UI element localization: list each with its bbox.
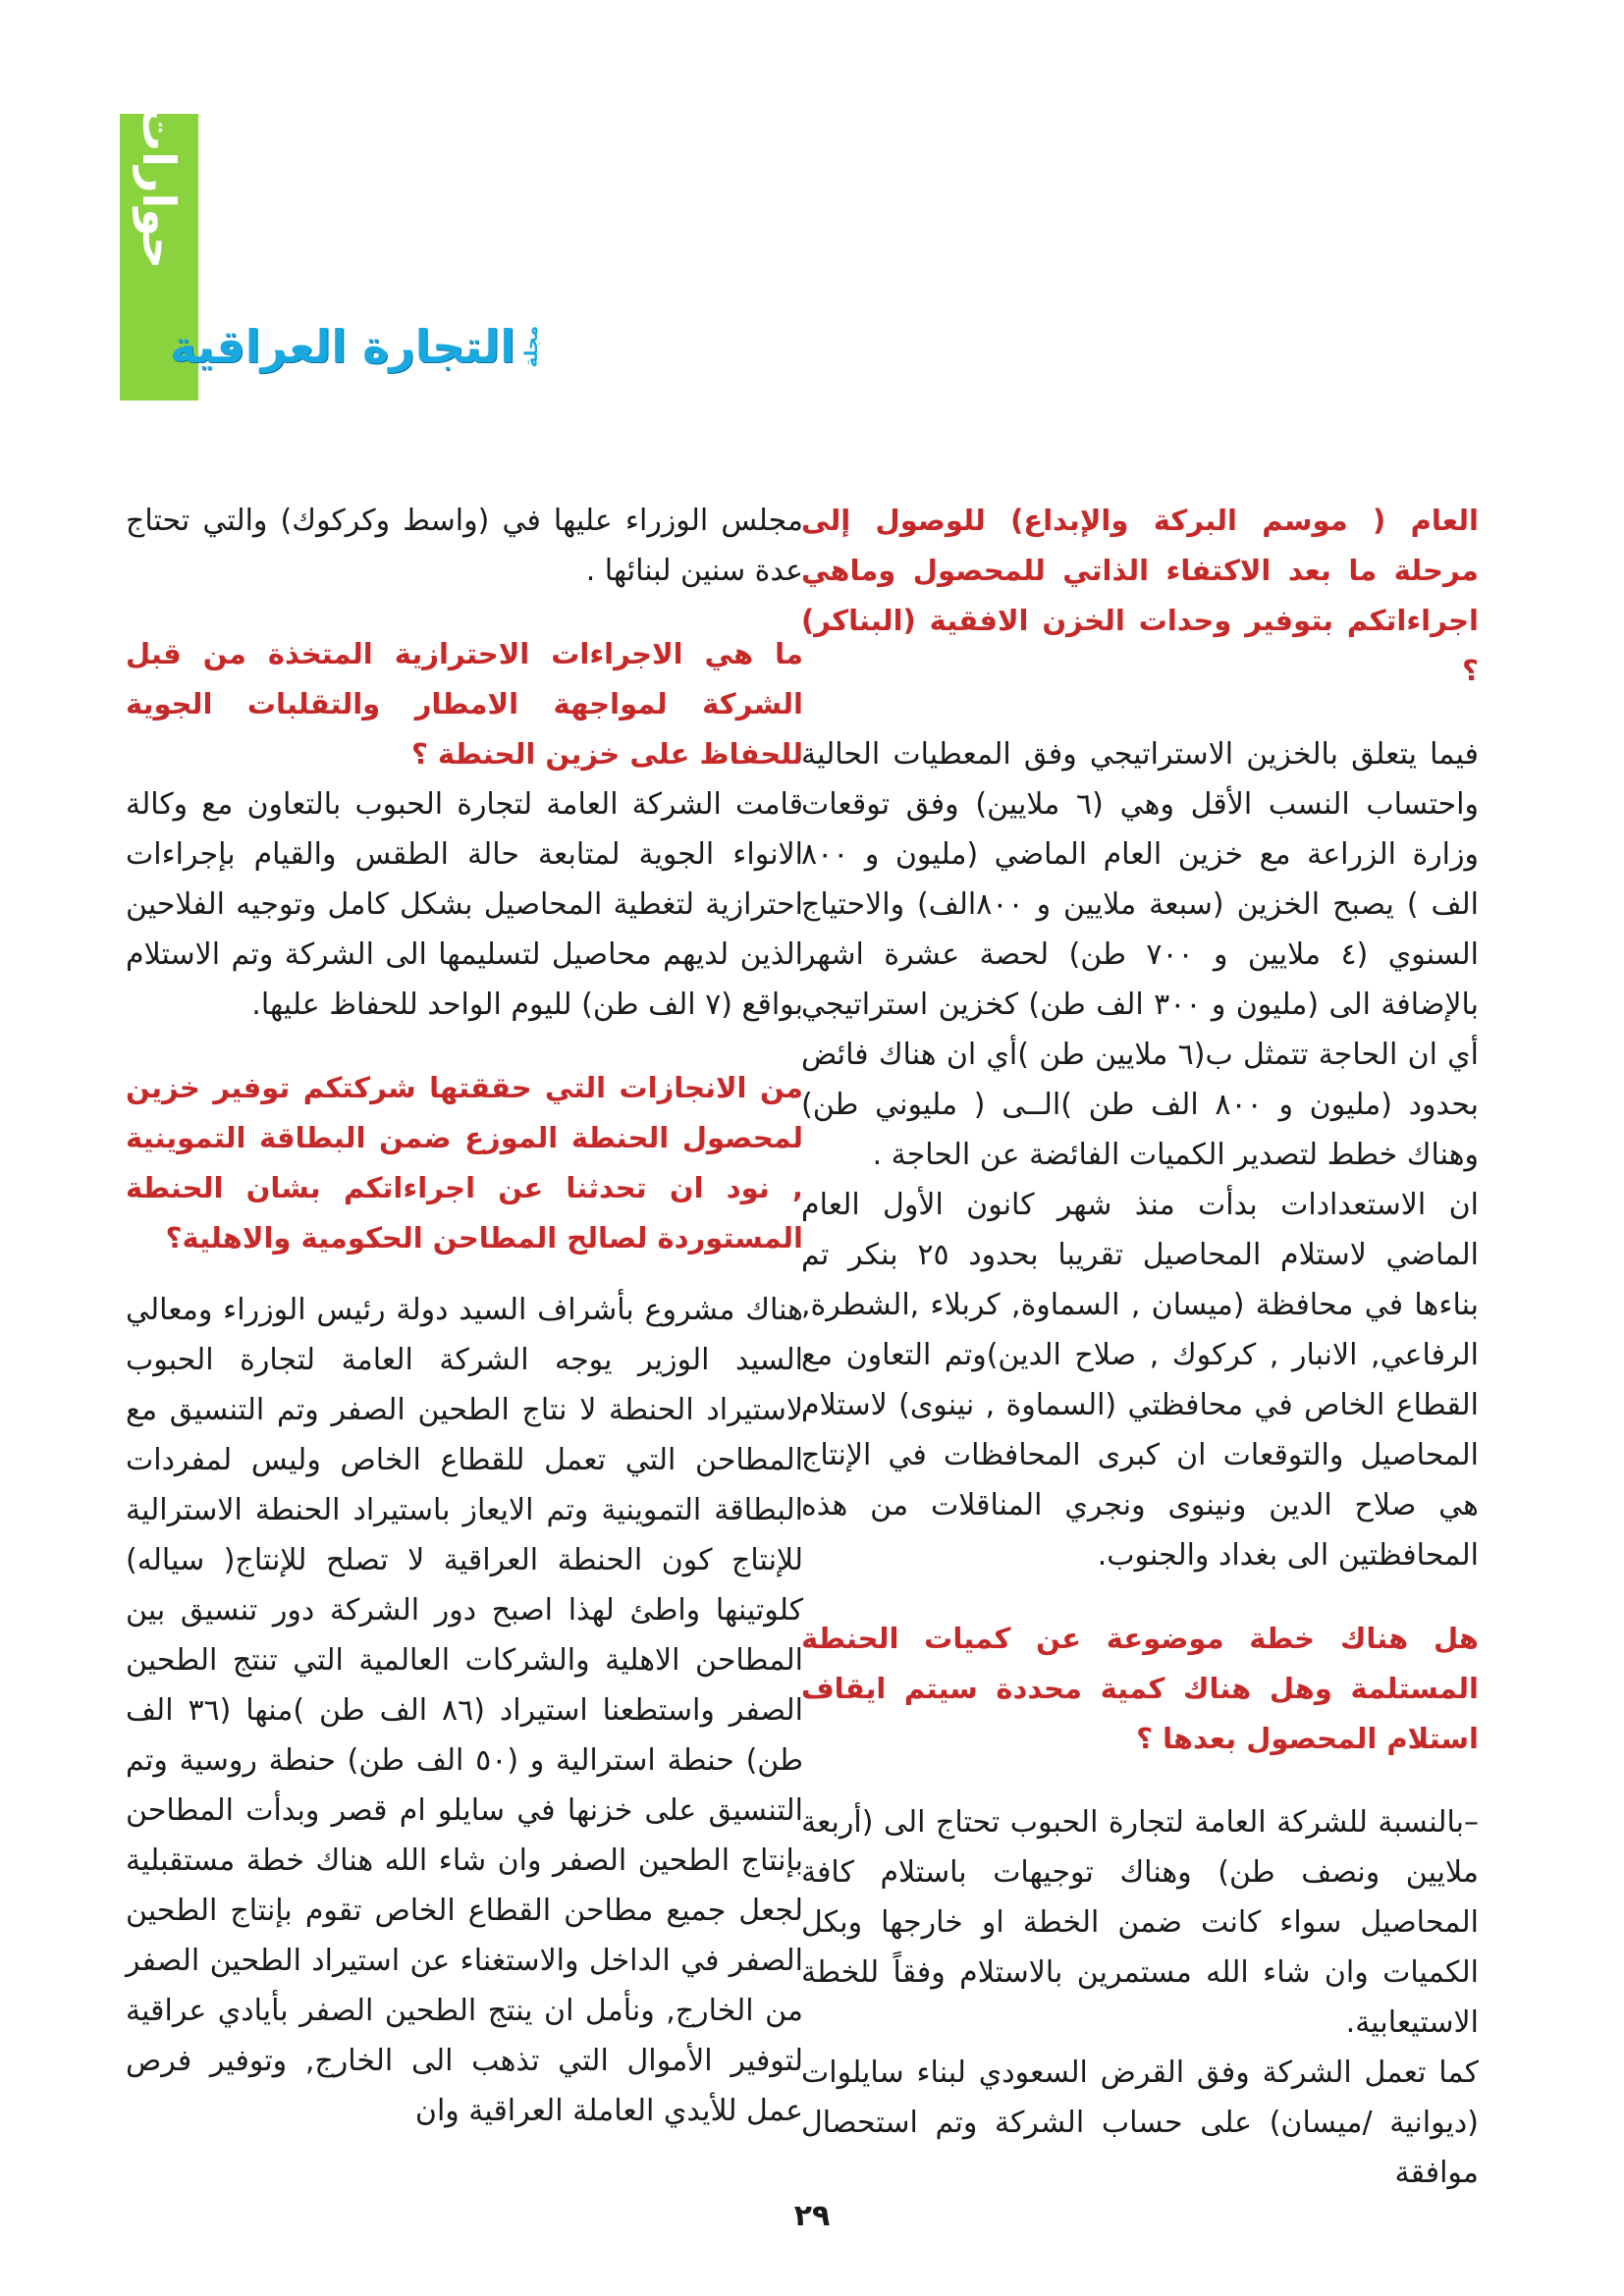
right-column — [801, 496, 1479, 2198]
paragraph: هناك مشروع بأشراف السيد دولة رئيس الوزراء ومعالي السيد الوزير يوجه الشركة العامة لتجارة الحبوب لاستيراد الحنطة لا نتاج الطحين الصفر وتم التنسيق مع المطاحن التي تعمل للقطاع الخاص وليس لمفردات البطاقة التموينية وتم الايعاز باستيراد الحنطة الاسترالية للإنتاج كون الحنطة العراقية لا تصلح للإنتاج( سياله) كلوتينها واطئ لهذا اصبح دور الشركة دور تنسيق بين المطاحن الاهلية والشركات العالمية التي تنتج الطحين الصفر واستطعنا استيراد (٨٦ الف طن )منها (٣٦ الف طن) حنطة استرالية و (٥٠ الف طن) حنطة روسية وتم التنسيق على خزنها في سايلو ام قصر وبدأت المطاحن بإنتاج الطحين الصفر وان شاء الله هناك خطة مستقبلية لجعل جميع مطاحن القطاع الخاص تقوم بإنتاج الطحين الصفر في الداخل والاستغناء عن استيراد الطحين الصفر من الخارج, ونأمل ان ينتج الطحين الصفر بأيادي عراقية لتوفير الأموال التي تذهب الى الخارج, وتوفير فرص عمل للأيدي العاملة العراقية وان — [126, 1293, 803, 2128]
question-heading: هل هناك خطة موضوعة عن كميات الحنطة المستلمة وهل هناك كمية محددة سيتم ايقاف استلام المحصول بعدها ؟ — [801, 1622, 1479, 1755]
paragraph: ان الاستعدادات بدأت منذ شهر كانون الأول العام الماضي لاستلام المحاصيل تقريبا بحدود ٢٥ بنكر تم بناءها في محافظة (ميسان , السماوة, كربلاء ,الشطرة, الرفاعي, الانبار , كركوك , صلاح الدين)وتم التعاون مع القطاع الخاص في محافظتي (السماوة , نينوى) لاستلام المحاصيل والتوقعات ان كبرى المحافظات في الإنتاج هي صلاح الدين ونينوى ونجري المناقلات من هذه المحافظتين الى بغداد والجنوب. — [801, 1188, 1479, 1573]
question-heading: من الانجازات التي حققتها شركتكم توفير خزين لمحصول الحنطة الموزع ضمن البطاقة التموينية , نود ان تحدثنا عن اجراءاتكم بشان الحنطة المستوردة لصالح المطاحن الحكومية والاهلية؟ — [126, 1071, 803, 1255]
magazine-logo — [169, 314, 542, 379]
paragraph: –بالنسبة للشركة العامة لتجارة الحبوب تحتاج الى (أربعة ملايين ونصف طن) وهناك توجيهات باستلام كافة المحاصيل سواء كانت ضمن الخطة او خارجها وبكل الكميات وان شاء الله مستمرين بالاستلام وفقاً للخطة الاستيعابية. — [801, 1805, 1479, 2040]
page-number: ٢٩ — [793, 2199, 831, 2233]
paragraph: مجلس الوزراء عليها في (واسط وكركوك) والتي تحتاج عدة سنين لبنائها . — [126, 504, 803, 588]
logo-kicker: مجلة — [521, 325, 542, 368]
left-column — [126, 496, 803, 2136]
question-heading: العام ( موسم البركة والإبداع) للوصول إلى مرحلة ما بعد الاكتفاء الذاتي للمحصول وماهي اجراءاتكم بتوفير وحدات الخزن الافقية (البناكر) ؟ — [801, 504, 1479, 687]
paragraph: كما تعمل الشركة وفق القرض السعودي لبناء سايلوات (ديوانية /ميسان) على حساب الشركة وتم استحصال موافقة — [801, 2056, 1479, 2190]
question-heading: ما هي الاجراءات الاحترازية المتخذة من قبل الشركة لمواجهة الامطار والتقلبات الجوية للحفاظ على خزين الحنطة ؟ — [126, 637, 803, 771]
section-tab-label: حوارات — [133, 105, 186, 270]
logo-name: التجارة العراقية — [169, 320, 515, 373]
paragraph: فيما يتعلق بالخزين الاستراتيجي وفق المعطيات الحالية واحتساب النسب الأقل وهي (٦ ملايين) وفق توقعات وزارة الزراعة مع خزين العام الماضي (مليون و ٨٠٠ الف ) يصبح الخزين (سبعة ملايين و ٨٠٠الف) والاحتياج السنوي (٤ ملايين و ٧٠٠ طن) لحصة عشرة اشهر بالإضافة الى (مليون و ٣٠٠ الف طن) كخزين استراتيجي أي ان الحاجة تتمثل ب(٦ ملايين طن )أي ان هناك فائض بحدود (مليون و ٨٠٠ الف طن )الــى ( مليوني طن) وهناك خطط لتصدير الكميات الفائضة عن الحاجة . — [801, 737, 1480, 1172]
paragraph: قامت الشركة العامة لتجارة الحبوب بالتعاون مع وكالة الانواء الجوية لمتابعة حالة الطقس والقيام بإجراءات احترازية لتغطية المحاصيل بشكل كامل وتوجيه الفلاحين الذين لديهم محاصيل لتسليمها الى الشركة وتم الاستلام بواقع (٧ الف طن) لليوم الواحد للحفاظ عليها. — [126, 787, 803, 1022]
